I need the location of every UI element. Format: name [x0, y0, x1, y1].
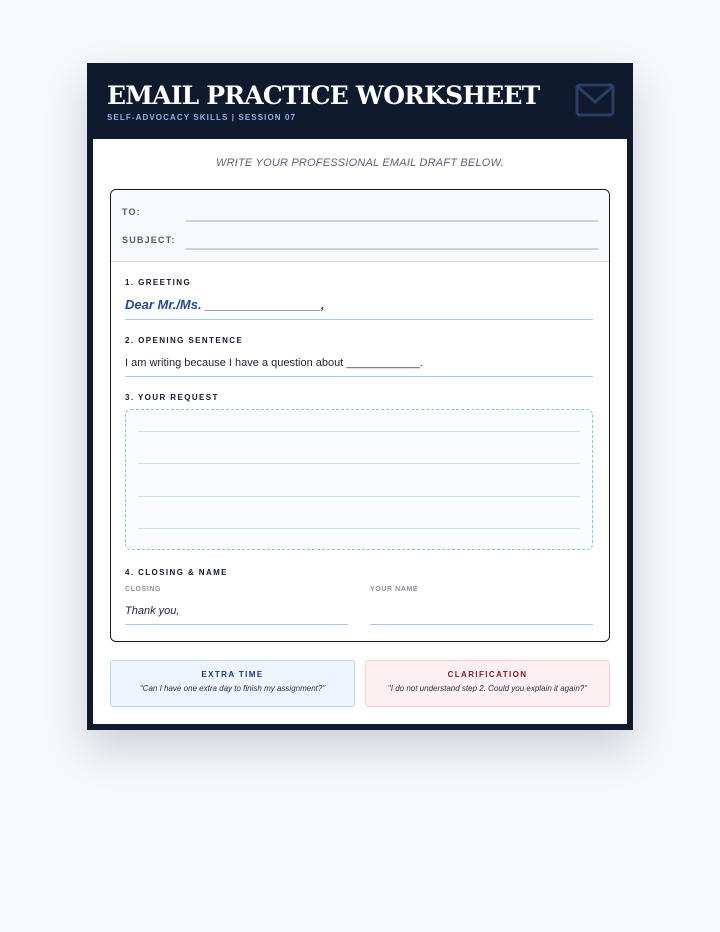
greeting-label: 1. GREETING — [125, 278, 192, 287]
mail-icon — [575, 83, 615, 117]
opening-sentence-label: 2. OPENING SENTENCE — [125, 336, 244, 345]
subject-field[interactable] — [186, 248, 598, 250]
your-name-line[interactable] — [370, 624, 593, 625]
closing-label: CLOSING — [125, 586, 162, 593]
writing-line — [138, 431, 580, 432]
your-name-label: YOUR NAME — [370, 586, 419, 593]
request-label: 3. YOUR REQUEST — [125, 393, 219, 402]
worksheet-subtitle: SELF-ADVOCACY SKILLS | SESSION 07 — [107, 113, 297, 122]
closing-section-label: 4. CLOSING & NAME — [125, 568, 228, 577]
greeting-text: Dear Mr./Ms. ________________, — [125, 297, 325, 312]
opening-sentence-line[interactable] — [125, 376, 593, 377]
card-quote: "Can I have one extra day to finish my assignment?" — [139, 684, 326, 693]
opening-sentence-text: I am writing because I have a question about ____________. — [125, 357, 423, 369]
card-quote: "I do not understand step 2. Could you explain it again?" — [387, 684, 588, 693]
worksheet-header — [87, 63, 633, 139]
instruction-text: WRITE YOUR PROFESSIONAL EMAIL DRAFT BELOW. — [216, 157, 504, 169]
writing-line — [138, 528, 580, 529]
to-label: TO: — [122, 207, 141, 217]
to-field[interactable] — [186, 220, 598, 222]
worksheet — [87, 63, 633, 730]
card-title: EXTRA TIME — [201, 670, 264, 679]
worksheet-title: EMAIL PRACTICE WORKSHEET — [107, 81, 540, 110]
clarification-card — [365, 660, 610, 707]
greeting-line[interactable] — [125, 319, 593, 320]
worksheet-body — [93, 139, 627, 724]
email-draft-form — [110, 189, 610, 642]
extra-time-card — [110, 660, 355, 707]
subject-label: SUBJECT: — [122, 235, 176, 245]
writing-line — [138, 496, 580, 497]
closing-line[interactable] — [125, 624, 348, 625]
closing-text: Thank you, — [125, 605, 180, 617]
writing-line — [138, 463, 580, 464]
email-meta-section — [111, 190, 609, 262]
request-writing-area[interactable] — [125, 409, 593, 550]
card-title: CLARIFICATION — [447, 670, 528, 679]
